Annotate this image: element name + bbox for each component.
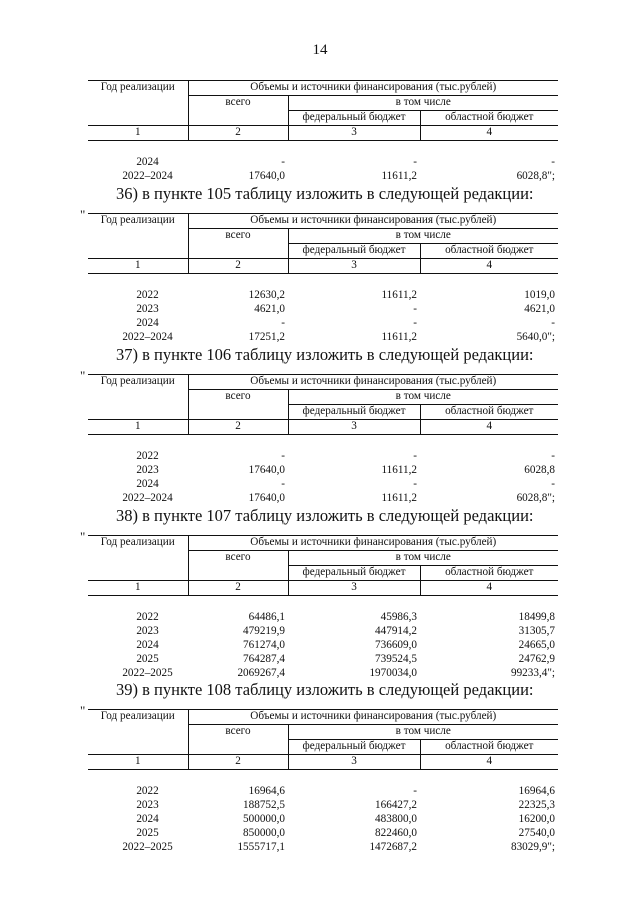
item-heading-38: 38) в пункте 107 таблицу изложить в следующей редакции:	[116, 506, 534, 525]
header-total: всего	[188, 96, 288, 126]
col-number-1: 1	[88, 755, 188, 770]
col-number-2: 2	[188, 581, 288, 596]
cell-federal: -	[413, 449, 417, 462]
cell-year: 2024	[136, 638, 159, 651]
cell-regional: -	[551, 316, 556, 329]
header-regional: областной бюджет	[420, 111, 558, 126]
col-number-2: 2	[188, 755, 288, 770]
cell-regional: 6028,8";	[516, 169, 556, 182]
cell-year: 2023	[136, 798, 159, 811]
cell-federal: 736609,0	[375, 638, 417, 651]
cell-regional: 22325,3	[518, 798, 556, 811]
col-number-2: 2	[188, 259, 288, 274]
financing-table-item-108	[88, 709, 558, 854]
cell-total: -	[281, 155, 285, 168]
header-regional: областной бюджет	[420, 566, 558, 581]
header-volumes: Объемы и источники финансирования (тыс.рублей)	[188, 375, 558, 390]
col-number-1: 1	[88, 581, 188, 596]
header-volumes: Объемы и источники финансирования (тыс.рублей)	[188, 710, 558, 725]
cell-regional: 31305,7	[518, 624, 556, 637]
cell-year: 2023	[136, 302, 159, 315]
cell-total: -	[281, 449, 285, 462]
table-row	[88, 638, 558, 652]
cell-regional: 6028,8";	[516, 491, 556, 504]
cell-federal: 447914,2	[375, 624, 417, 637]
cell-total: 17640,0	[248, 169, 285, 182]
cell-total: 479219,9	[243, 624, 285, 637]
col-number-4: 4	[420, 581, 558, 596]
header-federal: федеральный бюджет	[288, 405, 420, 420]
cell-total: -	[281, 316, 285, 329]
cell-total: 16964,6	[248, 784, 285, 797]
cell-regional: 18499,8	[518, 610, 556, 623]
col-number-3: 3	[288, 581, 420, 596]
cell-year: 2025	[136, 826, 159, 839]
table-row	[88, 463, 558, 477]
cell-year: 2022	[136, 449, 159, 462]
table-row	[88, 302, 558, 316]
cell-federal: 45986,3	[380, 610, 417, 623]
cell-regional: 5640,0";	[516, 330, 556, 343]
header-including: в том числе	[288, 551, 558, 566]
cell-year: 2022	[136, 784, 159, 797]
cell-regional: 24762,9	[518, 652, 556, 665]
cell-federal: 11611,2	[381, 169, 417, 182]
table-row	[88, 840, 558, 854]
header-including: в том числе	[288, 229, 558, 244]
cell-total: -	[281, 477, 285, 490]
cell-regional: -	[551, 449, 556, 462]
col-number-3: 3	[288, 126, 420, 141]
table-row	[88, 155, 558, 169]
cell-federal: -	[413, 784, 417, 797]
col-number-4: 4	[420, 259, 558, 274]
header-year: Год реализации	[88, 81, 188, 126]
header-total: всего	[188, 551, 288, 581]
header-including: в том числе	[288, 390, 558, 405]
financing-table-item-106	[88, 374, 558, 505]
cell-regional: 1019,0	[524, 288, 556, 301]
cell-federal: 166427,2	[375, 798, 417, 811]
cell-total: 1555717,1	[237, 840, 285, 853]
col-number-4: 4	[420, 420, 558, 435]
cell-regional: -	[551, 155, 556, 168]
cell-total: 2069267,4	[237, 666, 285, 679]
table-row	[88, 330, 558, 344]
col-number-2: 2	[188, 420, 288, 435]
cell-federal: 1472687,2	[369, 840, 417, 853]
cell-regional: 83029,9";	[510, 840, 556, 853]
financing-table-item-107	[88, 535, 558, 680]
cell-year: 2023	[136, 624, 159, 637]
table-row	[88, 652, 558, 666]
cell-year: 2022	[136, 288, 159, 301]
opening-quote: "	[80, 529, 86, 544]
header-regional: областной бюджет	[420, 405, 558, 420]
header-federal: федеральный бюджет	[288, 740, 420, 755]
cell-regional: -	[551, 477, 556, 490]
cell-federal: -	[413, 316, 417, 329]
table-row	[88, 491, 558, 505]
cell-total: 17640,0	[248, 491, 285, 504]
cell-federal: 11611,2	[381, 491, 417, 504]
header-year: Год реализации	[88, 536, 188, 581]
col-number-4: 4	[420, 126, 558, 141]
header-federal: федеральный бюджет	[288, 244, 420, 259]
header-year: Год реализации	[88, 710, 188, 755]
cell-total: 17640,0	[248, 463, 285, 476]
cell-year: 2022	[136, 610, 159, 623]
cell-regional: 99233,4";	[510, 666, 556, 679]
col-number-3: 3	[288, 420, 420, 435]
financing-table-continuation	[88, 80, 558, 183]
table-row	[88, 449, 558, 463]
cell-year: 2023	[136, 463, 159, 476]
header-volumes: Объемы и источники финансирования (тыс.рублей)	[188, 81, 558, 96]
cell-regional: 16964,6	[518, 784, 556, 797]
item-heading-36: 36) в пункте 105 таблицу изложить в следующей редакции:	[116, 184, 534, 203]
cell-total: 12630,2	[248, 288, 285, 301]
header-total: всего	[188, 229, 288, 259]
cell-federal: -	[413, 155, 417, 168]
header-volumes: Объемы и источники финансирования (тыс.рублей)	[188, 536, 558, 551]
cell-year: 2025	[136, 652, 159, 665]
cell-regional: 24665,0	[518, 638, 556, 651]
item-heading-37: 37) в пункте 106 таблицу изложить в следующей редакции:	[116, 345, 534, 364]
header-year: Год реализации	[88, 375, 188, 420]
col-number-1: 1	[88, 259, 188, 274]
header-federal: федеральный бюджет	[288, 111, 420, 126]
cell-year: 2024	[136, 316, 159, 329]
cell-total: 188752,5	[243, 798, 285, 811]
cell-total: 500000,0	[243, 812, 285, 825]
cell-year: 2022–2025	[122, 840, 173, 853]
col-number-2: 2	[188, 126, 288, 141]
header-federal: федеральный бюджет	[288, 566, 420, 581]
cell-federal: 11611,2	[381, 288, 417, 301]
col-number-3: 3	[288, 259, 420, 274]
cell-year: 2022–2024	[122, 330, 173, 343]
table-row	[88, 624, 558, 638]
col-number-1: 1	[88, 126, 188, 141]
header-total: всего	[188, 725, 288, 755]
header-including: в том числе	[288, 96, 558, 111]
header-volumes: Объемы и источники финансирования (тыс.рублей)	[188, 214, 558, 229]
cell-federal: 739524,5	[375, 652, 417, 665]
col-number-1: 1	[88, 420, 188, 435]
header-total: всего	[188, 390, 288, 420]
table-row	[88, 798, 558, 812]
cell-year: 2022–2025	[122, 666, 173, 679]
table-row	[88, 666, 558, 680]
cell-federal: 11611,2	[381, 463, 417, 476]
cell-federal: 483800,0	[375, 812, 417, 825]
cell-total: 64486,1	[248, 610, 285, 623]
cell-year: 2024	[136, 812, 159, 825]
opening-quote: "	[80, 207, 86, 222]
cell-federal: -	[413, 302, 417, 315]
col-number-3: 3	[288, 755, 420, 770]
cell-total: 4621,0	[254, 302, 285, 315]
header-regional: областной бюджет	[420, 740, 558, 755]
table-row	[88, 784, 558, 798]
table-row	[88, 288, 558, 302]
col-number-4: 4	[420, 755, 558, 770]
table-row	[88, 477, 558, 491]
opening-quote: "	[80, 703, 86, 718]
cell-year: 2024	[136, 155, 159, 168]
cell-year: 2022–2024	[122, 491, 173, 504]
table-row	[88, 169, 558, 183]
cell-year: 2022–2024	[122, 169, 173, 182]
financing-table-item-105	[88, 213, 558, 344]
cell-regional: 27540,0	[518, 826, 556, 839]
table-row	[88, 316, 558, 330]
cell-federal: 11611,2	[381, 330, 417, 343]
cell-federal: 822460,0	[375, 826, 417, 839]
cell-total: 764287,4	[243, 652, 285, 665]
header-including: в том числе	[288, 725, 558, 740]
table-row	[88, 826, 558, 840]
cell-year: 2024	[136, 477, 159, 490]
cell-federal: -	[413, 477, 417, 490]
table-row	[88, 812, 558, 826]
header-year: Год реализации	[88, 214, 188, 259]
cell-regional: 6028,8	[524, 463, 556, 476]
header-regional: областной бюджет	[420, 244, 558, 259]
cell-total: 761274,0	[243, 638, 285, 651]
cell-total: 17251,2	[248, 330, 285, 343]
cell-regional: 4621,0	[524, 302, 556, 315]
cell-federal: 1970034,0	[369, 666, 417, 679]
cell-regional: 16200,0	[518, 812, 556, 825]
item-heading-39: 39) в пункте 108 таблицу изложить в следующей редакции:	[116, 680, 534, 699]
opening-quote: "	[80, 368, 86, 383]
table-row	[88, 610, 558, 624]
page-number: 14	[312, 42, 328, 58]
cell-total: 850000,0	[243, 826, 285, 839]
